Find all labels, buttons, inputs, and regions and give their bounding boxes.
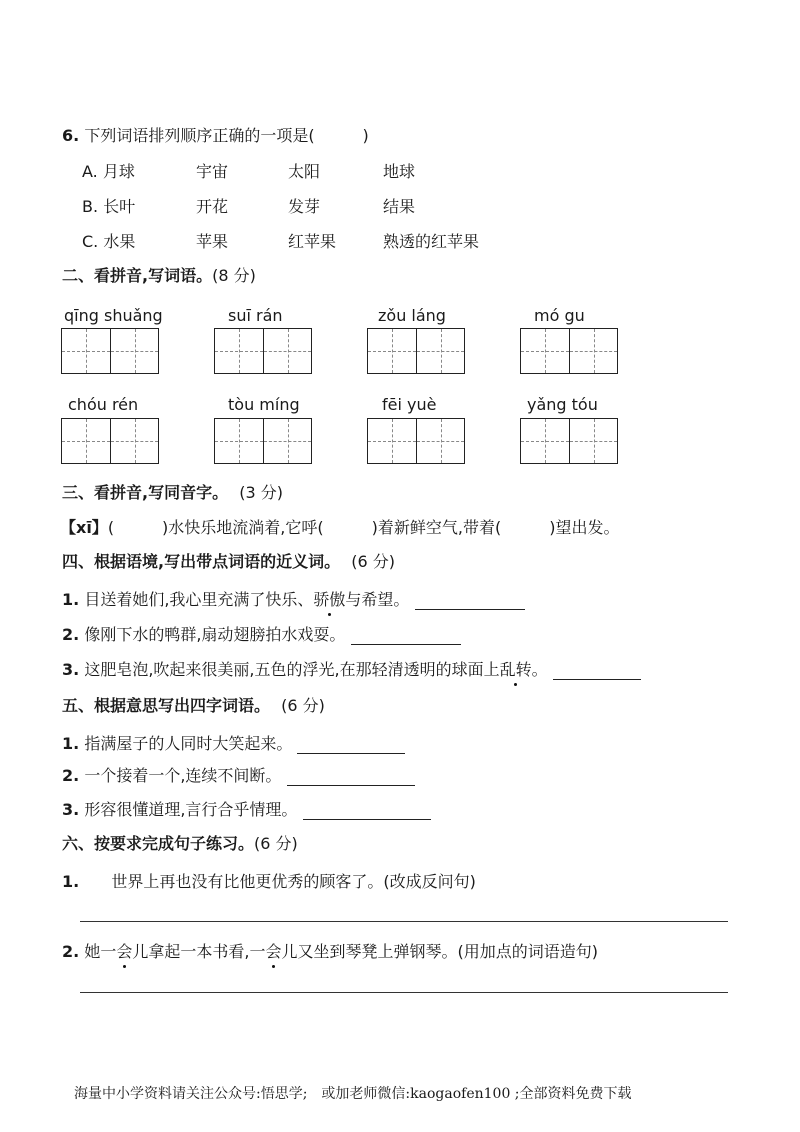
pinyin-label: tòu míng [228, 395, 300, 414]
dotted-word: 戏耍 [297, 625, 330, 644]
item-text: 拿起一本书看, [148, 942, 250, 961]
section-score: (3 分) [239, 483, 283, 502]
idiom-item [62, 766, 415, 786]
option-b-label: B. 长叶 [82, 197, 136, 216]
section-title: 六、按要求完成句子练习。 [62, 834, 255, 853]
dotted-text: 骄傲 [313, 590, 346, 609]
option-a-word: 宇宙 [196, 162, 229, 181]
item-text: 世界上再也没有比他更优秀的顾客了。(改成反问句) [111, 872, 476, 891]
writing-grid[interactable] [520, 328, 618, 374]
writing-grid[interactable] [367, 418, 465, 464]
question-stem: 下列词语排列顺序正确的一项是( ) [84, 126, 369, 145]
writing-grid[interactable] [214, 328, 312, 374]
section-score: (6 分) [254, 834, 298, 853]
section-5-heading [62, 696, 325, 716]
synonym-item [62, 590, 525, 610]
answer-blank[interactable] [303, 803, 431, 820]
option-b-word: 结果 [383, 197, 416, 216]
answer-line[interactable] [80, 992, 728, 993]
writing-grid[interactable] [61, 328, 159, 374]
answer-blank[interactable] [351, 628, 461, 645]
item-text: 与希望。 [345, 590, 410, 609]
synonym-item [62, 625, 461, 645]
pinyin-label: mó gu [534, 306, 585, 325]
answer-line[interactable] [80, 921, 728, 922]
pinyin-label: suī rán [228, 306, 283, 325]
item-number: 2. [62, 942, 80, 961]
item-number: 1. [62, 590, 80, 609]
answer-blank[interactable] [297, 737, 405, 754]
pinyin-label: zǒu láng [378, 306, 446, 325]
item-text: 目送着她们,我心里充满了快乐、 [84, 590, 314, 609]
section-title: 三、看拼音,写同音字。 [62, 483, 229, 502]
sentence-item [62, 872, 476, 892]
item-text: 这肥皂泡,吹起来很美丽,五色的浮光,在那轻清透明的球面上 [84, 660, 500, 679]
section-score: (8 分) [212, 266, 256, 285]
item-text: 像刚下水的鸭群,扇动翅膀拍水 [84, 625, 298, 644]
option-a-word: 地球 [383, 162, 416, 181]
item-text: 。 [329, 625, 346, 644]
option-c-word: 熟透的红苹果 [383, 232, 480, 251]
sentence-item [62, 942, 598, 962]
question-number: 6. [62, 126, 80, 145]
section-4-heading [62, 552, 395, 572]
item-text: 。 [531, 660, 548, 679]
answer-blank[interactable] [553, 663, 641, 680]
section-2-heading [62, 266, 256, 286]
option-c-word: 苹果 [196, 232, 229, 251]
writing-grid[interactable] [520, 418, 618, 464]
item-number: 3. [62, 660, 80, 679]
option-a-label: A. 月球 [82, 162, 135, 181]
option-c-label: C. 水果 [82, 232, 136, 251]
section-title: 四、根据语境,写出带点词语的近义词。 [62, 552, 341, 571]
dotted-word [313, 590, 345, 609]
pinyin-label: fēi yuè [382, 395, 437, 414]
question-6 [62, 126, 369, 146]
dotted-word: 一会儿 [100, 942, 149, 961]
pinyin-label: qīng shuǎng [64, 306, 163, 325]
item-text: 她 [84, 942, 101, 961]
idiom-item [62, 800, 431, 820]
pinyin-label: yǎng tóu [527, 395, 598, 414]
homophone-sentence [60, 518, 619, 538]
item-number: 3. [62, 800, 80, 819]
section-score: (6 分) [281, 696, 325, 715]
synonym-item [62, 660, 641, 680]
item-text: 一个接着一个,连续不间断。 [84, 766, 282, 785]
section-3-heading [62, 483, 283, 503]
item-number: 2. [62, 766, 80, 785]
section-score: (6 分) [351, 552, 395, 571]
option-c-word: 红苹果 [288, 232, 337, 251]
section-title: 二、看拼音,写词语。 [62, 266, 213, 285]
option-a-word: 太阳 [288, 162, 321, 181]
item-text: 又坐到琴凳上弹钢琴。(用加点的词语造句) [297, 942, 598, 961]
dotted-word: 一会儿 [249, 942, 298, 961]
dotted-word: 乱转 [499, 660, 532, 679]
sentence-text: ( )水快乐地流淌着,它呼( )着新鲜空气,带着( )望出发。 [107, 518, 620, 537]
footer-note: 海量中小学资料请关注公众号:悟思学; 或加老师微信:kaogaofen100 ;全部资料免费下载 [74, 1086, 632, 1102]
answer-blank[interactable] [287, 769, 415, 786]
writing-grid[interactable] [214, 418, 312, 464]
option-b-word: 开花 [196, 197, 229, 216]
section-6-heading [62, 834, 298, 854]
answer-blank[interactable] [415, 593, 525, 610]
item-text: 指满屋子的人同时大笑起来。 [84, 734, 293, 753]
item-number: 1. [62, 872, 80, 891]
section-title: 五、根据意思写出四字词语。 [62, 696, 271, 715]
pinyin-label: chóu rén [68, 395, 139, 414]
writing-grid[interactable] [367, 328, 465, 374]
item-number: 1. [62, 734, 80, 753]
writing-grid[interactable] [61, 418, 159, 464]
idiom-item [62, 734, 405, 754]
option-b-word: 发芽 [288, 197, 321, 216]
item-text: 形容很懂道理,言行合乎情理。 [84, 800, 298, 819]
pinyin-tag: 【xī】 [60, 518, 108, 537]
item-number: 2. [62, 625, 80, 644]
